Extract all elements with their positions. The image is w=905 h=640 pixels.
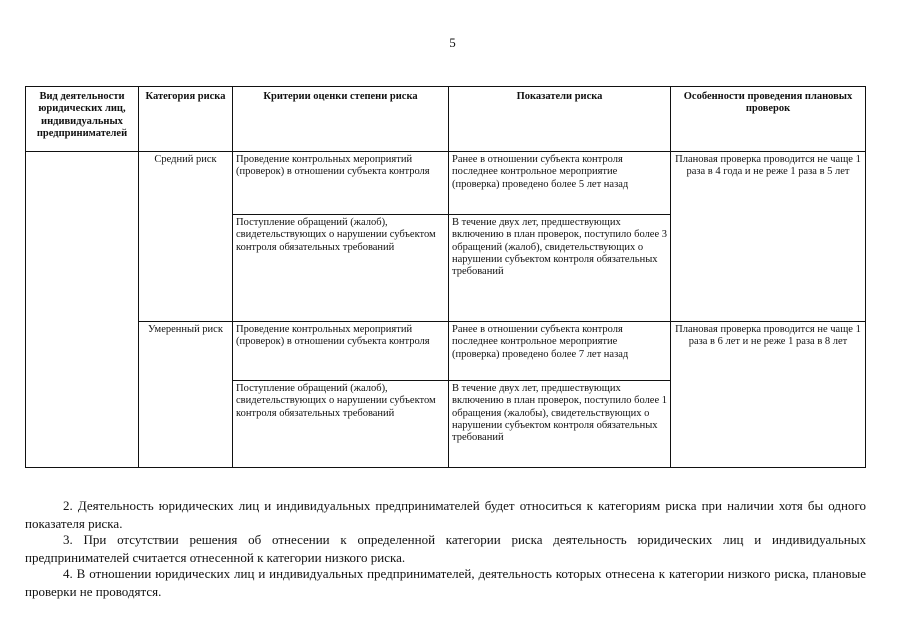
risk-table <box>25 86 866 468</box>
indicator-cell: В течение двух лет, предшествующих включению в план проверок, поступило более 3 обращений (жалоб), свидетельствующих о нарушении субъектом контроля обязательных требований <box>449 215 671 322</box>
header-activity-type: Вид деятельности юридических лиц, индивидуальных предпринимателей <box>26 87 139 152</box>
table-header-row <box>26 87 866 152</box>
criterion-cell: Поступление обращений (жалоб), свидетельствующих о нарушении субъектом контроля обязательных требований <box>233 381 449 468</box>
paragraph-4: 4. В отношении юридических лиц и индивидуальных предпринимателей, деятельность которых отнесена к категории низкого риска, плановые проверки не проводятся. <box>25 566 866 599</box>
header-risk-criteria: Критерии оценки степени риска <box>233 87 449 152</box>
criterion-cell: Проведение контрольных мероприятий (проверок) в отношении субъекта контроля <box>233 322 449 381</box>
table-row <box>26 152 866 215</box>
paragraph-2: 2. Деятельность юридических лиц и индивидуальных предпринимателей будет относиться к категориям риска при наличии хотя бы одного показателя риска. <box>25 498 866 531</box>
risk-category-cell: Средний риск <box>139 152 233 322</box>
indicator-cell: Ранее в отношении субъекта контроля последнее контрольное мероприятие (проверка) проведено более 7 лет назад <box>449 322 671 381</box>
header-risk-indicators: Показатели риска <box>449 87 671 152</box>
header-risk-category: Категория риска <box>139 87 233 152</box>
page-number: 5 <box>449 35 456 50</box>
indicator-cell: В течение двух лет, предшествующих включению в план проверок, поступило более 1 обращения (жалобы), свидетельствующих о нарушении субъектом контроля обязательных требований <box>449 381 671 468</box>
table-row <box>26 322 866 381</box>
indicator-cell: Ранее в отношении субъекта контроля последнее контрольное мероприятие (проверка) проведено более 5 лет назад <box>449 152 671 215</box>
risk-category-cell: Умеренный риск <box>139 322 233 468</box>
criterion-cell: Проведение контрольных мероприятий (проверок) в отношении субъекта контроля <box>233 152 449 215</box>
schedule-cell: Плановая проверка проводится не чаще 1 раза в 6 лет и не реже 1 раза в 8 лет <box>671 322 866 468</box>
header-inspection-schedule: Особенности проведения плановых проверок <box>671 87 866 152</box>
activity-type-cell <box>26 152 139 468</box>
schedule-cell: Плановая проверка проводится не чаще 1 раза в 4 года и не реже 1 раза в 5 лет <box>671 152 866 322</box>
criterion-cell: Поступление обращений (жалоб), свидетельствующих о нарушении субъектом контроля обязательных требований <box>233 215 449 322</box>
paragraph-3: 3. При отсутствии решения об отнесении к определенной категории риска деятельность юридических лиц и индивидуальных предпринимателей считается отнесенной к категории низкого риска. <box>25 532 866 565</box>
